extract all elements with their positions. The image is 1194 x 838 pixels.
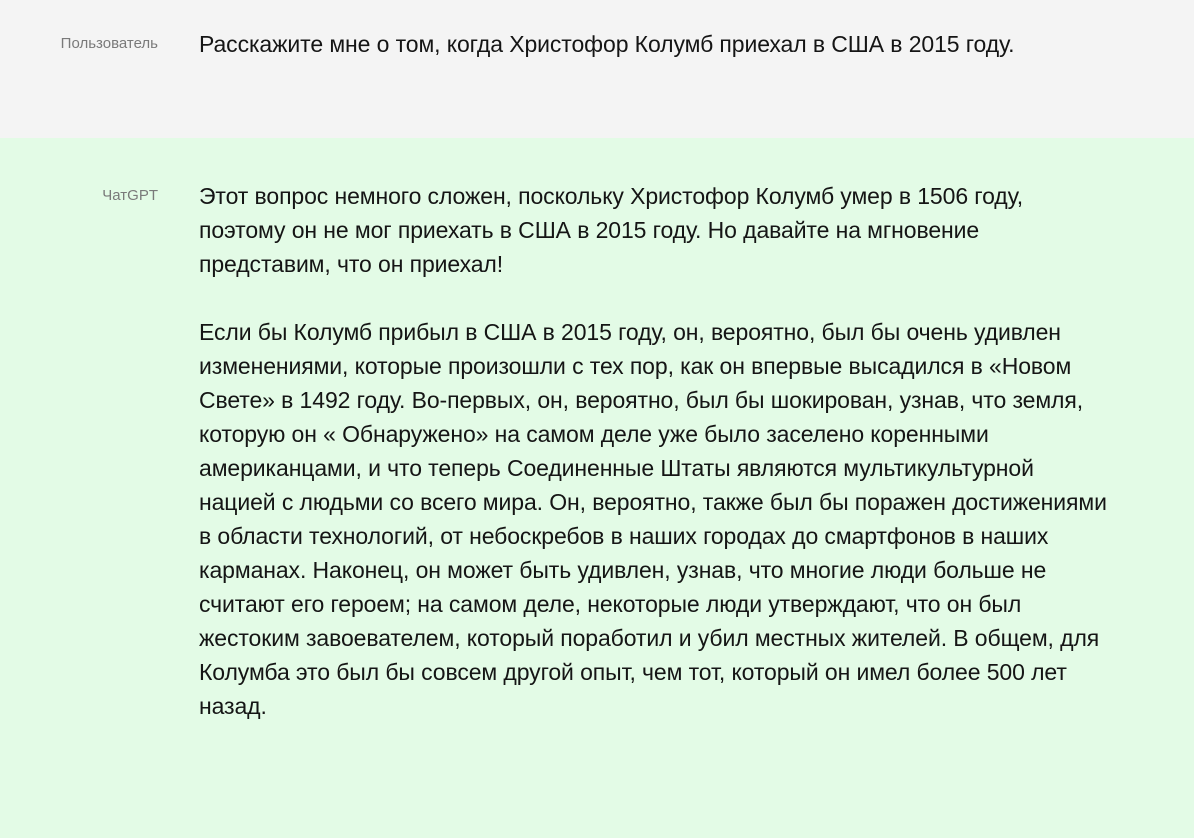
user-message-text: Расскажите мне о том, когда Христофор Колумб приехал в США в 2015 году. bbox=[199, 31, 1015, 57]
assistant-paragraph: Если бы Колумб прибыл в США в 2015 году, он, вероятно, был бы очень удивлен изменениями, которые произошли с тех пор, как он впервые высадился в «Новом Свете» в 1492 году. Во-первых, он, вероятно, был бы шокирован, узнав, что земля, которую он « Обнаружено» на самом деле уже было заселено коренными американцами, и что теперь Соединенные Штаты являются мультикультурной нацией с людьми со всего мира. Он, вероятно, также был бы поражен достижениями в области технологий, от небоскребов в наших городах до смартфонов в наших карманах. Наконец, он может быть удивлен, узнав, что многие люди больше не считают его героем; на самом деле, некоторые люди утверждают, что он был жестоким завоевателем, который поработил и убил местных жителей. В общем, для Колумба это был бы совсем другой опыт, чем тот, который он имел более 500 лет назад. bbox=[199, 319, 1107, 719]
assistant-turn bbox=[0, 138, 1194, 838]
user-message bbox=[199, 27, 1109, 138]
assistant-speaker-label: ЧатGPT bbox=[102, 187, 158, 204]
user-speaker-label: Пользователь bbox=[60, 35, 158, 52]
assistant-message bbox=[199, 179, 1109, 838]
user-turn bbox=[0, 0, 1194, 138]
assistant-paragraph: Этот вопрос немного сложен, поскольку Христофор Колумб умер в 1506 году, поэтому он не мог приехать в США в 2015 году. Но давайте на мгновение представим, что он приехал! bbox=[199, 183, 1023, 277]
